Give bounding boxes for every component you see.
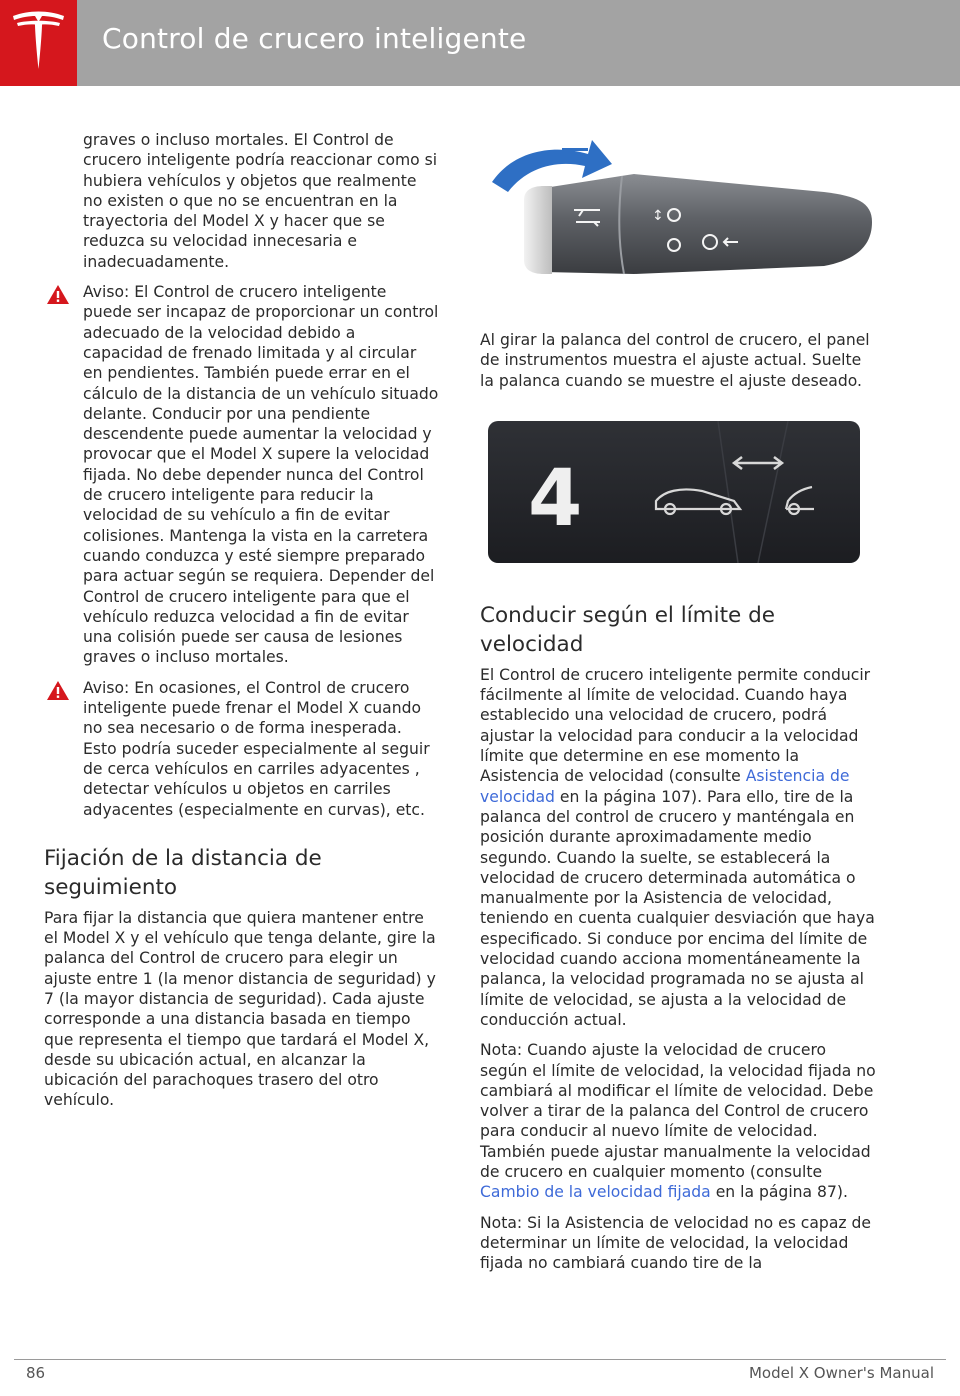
footer-divider [14,1359,946,1360]
right-column [480,130,876,1284]
speed-assist-link[interactable]: Asistencia de velocidad [480,767,850,806]
page-header [0,0,960,86]
section-body-text: Para fijar la distancia que quiera mantener entre el Model X y el vehículo que tenga delante, gire la palanca del Control de crucero para elegir un ajuste entre 1 (la menor distancia de seguridad) y 7 (la mayor distancia de seguridad). Cada ajuste corresponde a una distancia basada en tiempo que representa el tiempo que tardará el Model X, desde su ubicación actual, en alcanzar la ubicación del parachoques trasero del otro vehículo. [44,908,436,1110]
page-number: 86 [26,1364,46,1382]
cruise-control-lever-illustration [484,130,876,314]
instrument-panel-following-distance-display [488,421,860,563]
text-run: Nota: Cuando ajuste la velocidad de crucero según el límite de velocidad, la velocidad fijada no cambiará al modificar el límite de velocidad. Debe volver a tirar de la palanca del Control de crucero para conducir al nuevo límite de velocidad. También puede ajustar manualmente la velocidad de crucero en cualquier momento (consulte [480,1041,876,1182]
left-column [44,130,440,1121]
lever-caption-text: Al girar la palanca del control de crucero, el panel de instrumentos muestra el ajuste actual. Suelte la palanca cuando se muestre el ajuste deseado. [480,331,870,390]
text-run: en la página 107). Para ello, tire de la palanca del control de crucero y manténgala en posición durante aproximadamente medio segundo. Cuando la suelte, se establecerá la velocidad de crucero determinada automática o manualmente por la Asistencia de velocidad, teniendo en cuenta cualquier desviación que haya especificado. Si conduce por encima del límite de velocidad cuando acciona momentáneamente la palanca, la velocidad programada no se ajusta al límite de velocidad, se ajusta a la velocidad de conducción actual. [480,787,875,1029]
distance-setting-number: 4 [528,453,583,544]
change-set-speed-link[interactable]: Cambio de la velocidad fijada [480,1183,711,1202]
manual-name: Model X Owner's Manual [748,1364,934,1382]
section-heading: Conducir según el límite de velocidad [480,602,775,657]
warning-block [44,678,440,820]
section-heading: Fijación de la distancia de seguimiento [44,845,322,900]
speed-limit-body-text [480,665,876,1030]
warning-text: Aviso: En ocasiones, el Control de crucero inteligente puede frenar el Model X cuando no sea necesario o de forma inesperada. Esto podría suceder especialmente al seguir de cerca vehículos en carriles adyacentes , detectar vehículos u objetos en carriles adyacentes (especialmente en curvas), etc. [83,678,430,819]
note-text [480,1040,876,1202]
page-title: Control de crucero inteligente [102,22,527,55]
tesla-logo-icon [9,11,68,75]
note-text: Nota: Si la Asistencia de velocidad no es capaz de determinar un límite de velocidad, la velocidad fijada no cambiará cuando tire de la [480,1213,872,1273]
brand-logo [0,0,77,86]
warning-triangle-icon [46,284,70,305]
warning-block [44,282,440,668]
text-run: El Control de crucero inteligente permite conducir fácilmente al límite de velocidad. Cuando haya establecido una velocidad de crucero, podrá ajustar la velocidad para conducir a la velocidad límite que determine en ese momento la Asistencia de velocidad (consulte [480,665,871,786]
intro-continued-text: graves o incluso mortales. El Control de crucero inteligente podría reaccionar como si hubiera vehículos y objetos que realmente no existen o que no se encuentran en la trayectoria del Model X y hacer que se reduzca su velocidad innecesaria e inadecuadamente. [83,131,438,271]
text-run: en la página 87). [710,1183,848,1202]
warning-text: Aviso: El Control de crucero inteligente puede ser incapaz de proporcionar un control adecuado de la velocidad debido a capacidad de frenado limitada y al circular en pendientes. También puede errar en el cálculo de la distancia de un vehículo situado delante. Conducir por una pendiente descendente puede aumentar la velocidad y provocar que el Model X supere la velocidad fijada. No debe depender nunca del Control de crucero inteligente para reducir la velocidad de su vehículo a fin de evitar colisiones. Mantenga la vista en la carretera cuando conduzca y esté siempre preparado para actuar según se requiera. Depender del Control de crucero inteligente para que el vehículo reduzca velocidad a fin de evitar una colisión puede ser causa de lesiones graves o incluso mortales. [83,283,439,667]
svg-text:↕: ↕ [652,208,664,224]
warning-triangle-icon [46,680,70,701]
